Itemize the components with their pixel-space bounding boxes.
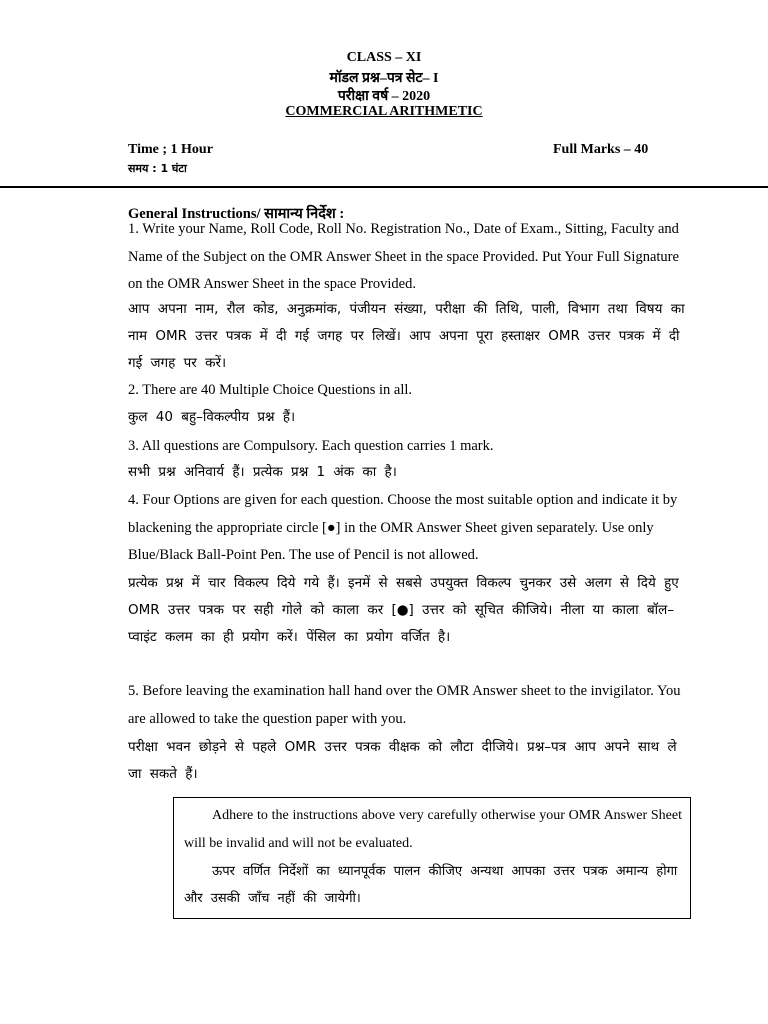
- instruction-1-hi: आप अपना नाम, रौल कोड, अनुक्रमांक, पंजीयन संख्या, परीक्षा की तिथि, पाली, विभाग तथा विषय का नाम OMR उत्तर पत्रक में दी गई जगह पर लिखें। आप अपना पूरा हस्ताक्षर OMR उत्तर पत्रक में दी गई जगह पर करें।: [128, 301, 685, 371]
- full-marks-label: Full Marks – 40: [553, 142, 649, 157]
- instructions-heading: General Instructions/ सामान्य निर्देश :: [128, 206, 345, 222]
- instruction-1-en: 1. Write your Name, Roll Code, Roll No. Registration No., Date of Exam., Sitting, Faculty and Name of the Subject on the OMR Answer Sheet in the space Provided. Put Your Full Signature on the OMR Answer Sheet in the space Provided.: [128, 221, 679, 292]
- instruction-4-en: 4. Four Options are given for each question. Choose the most suitable option and indicate it by blackening the appropriate circle [●] in the OMR Answer Sheet given separately. Use only Blue/Black Ball-Point Pen. The use of Pencil is not allowed.: [128, 492, 678, 563]
- set-heading: मॉडल प्रश्न–पत्र सेट– I: [329, 71, 439, 86]
- subject-heading: COMMERCIAL ARITHMETIC: [285, 104, 483, 119]
- year-heading: परीक्षा वर्ष – 2020: [337, 89, 431, 104]
- class-heading: CLASS – XI: [346, 50, 422, 65]
- notice-box: [173, 797, 691, 919]
- instruction-3-en: 3. All questions are Compulsory. Each question carries 1 mark.: [128, 438, 494, 454]
- instruction-3-hi: सभी प्रश्न अनिवार्य हैं। प्रत्येक प्रश्न 1 अंक का है।: [128, 464, 397, 480]
- instruction-5-en: 5. Before leaving the examination hall hand over the OMR Answer sheet to the invigilator. You are allowed to take the question paper with you.: [128, 683, 681, 727]
- instruction-4-hi: प्रत्येक प्रश्न में चार विकल्प दिये गये हैं। इनमें से सबसे उपयुक्त विकल्प चुनकर उसे अलग से दिये हुए OMR उत्तर पत्रक पर सही गोले को काला कर [●] उत्तर को सूचित कीजिये। नीला या काला बॉल–प्वाइंट कलम का ही प्रयोग करें। पेंसिल का प्रयोग वर्जित है।: [128, 575, 679, 645]
- notice-hi: ऊपर वर्णित निर्देशों का ध्यानपूर्वक पालन कीजिए अन्यथा आपका उत्तर पत्रक अमान्य होगा और उसकी जाँच नहीं की जायेगी।: [184, 864, 678, 906]
- time-label: Time ; 1 Hour: [128, 142, 213, 157]
- instruction-2-en: 2. There are 40 Multiple Choice Questions in all.: [128, 382, 413, 398]
- divider-line: [0, 186, 768, 188]
- notice-en: Adhere to the instructions above very carefully otherwise your OMR Answer Sheet will be invalid and will not be evaluated.: [184, 808, 682, 851]
- time-label-hindi: समय : 1 घंटा: [128, 162, 187, 175]
- instruction-2-hi: कुल 40 बहु–विकल्पीय प्रश्न हैं।: [128, 409, 296, 425]
- instruction-5-hi: परीक्षा भवन छोड़ने से पहले OMR उत्तर पत्रक वीक्षक को लौटा दीजिये। प्रश्न–पत्र आप अपने साथ ले जा सकते हैं।: [128, 739, 677, 782]
